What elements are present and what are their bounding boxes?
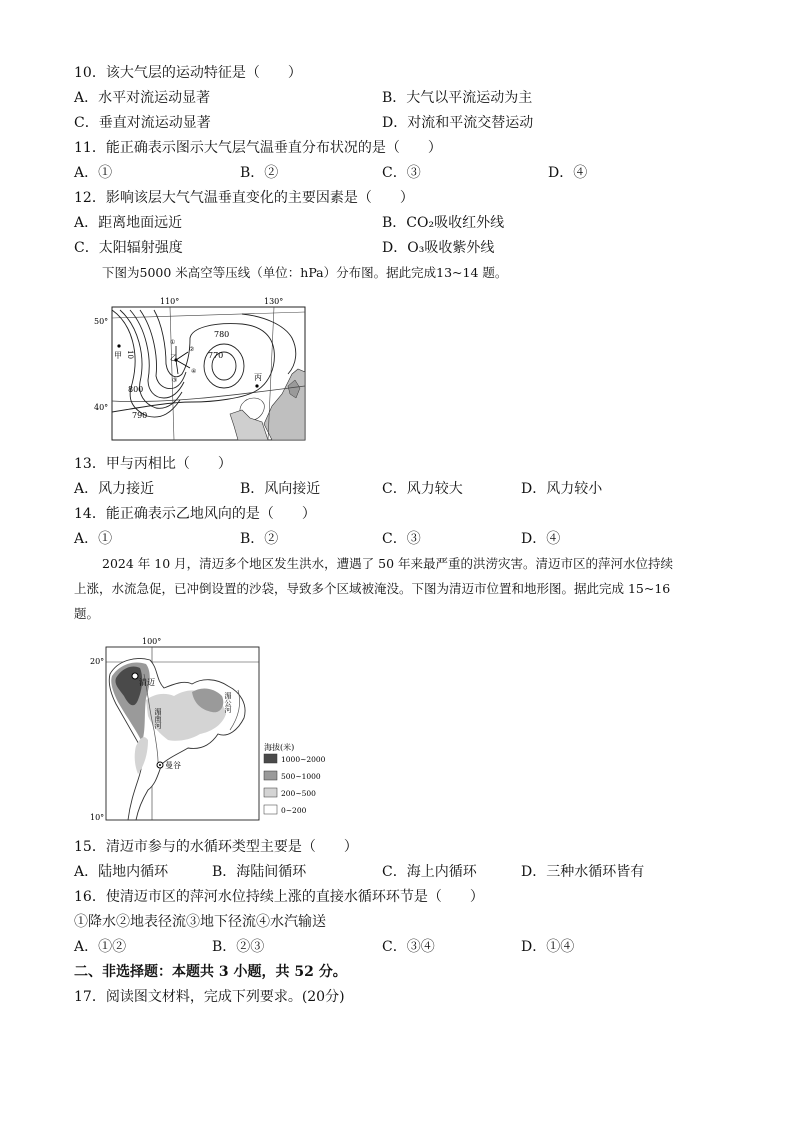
q12-option-b: B．CO₂吸收红外线 — [382, 215, 505, 231]
q15-option-c: C．海上内循环 — [382, 864, 477, 880]
q10-stem: 10．该大气层的运动特征是（ ） — [74, 65, 302, 81]
q13-stem: 13．甲与丙相比（ ） — [74, 456, 232, 472]
isobar-770: 770 — [208, 351, 224, 360]
q11-option-b: B．② — [240, 165, 279, 181]
q16-option-a: A．①② — [74, 939, 127, 955]
q12-option-a: A．距离地面远近 — [74, 215, 183, 231]
city-chiang-mai: 清迈 — [139, 678, 155, 687]
q11-option-c: C．③ — [382, 165, 421, 181]
q14-option-d: D．④ — [521, 531, 561, 547]
arrow-3: ③ — [172, 377, 178, 384]
intro-15-16-line1: 2024 年 10 月，清迈多个地区发生洪水，遭遇了 50 年来最严重的洪涝灾害。清迈市区的萍河水位持续 — [102, 556, 673, 571]
arrow-2: ② — [189, 346, 195, 353]
legend-label-4: 0~200 — [281, 806, 307, 815]
map1-lon-130: 130° — [264, 297, 284, 306]
q10-option-d: D．对流和平流交替运动 — [382, 115, 534, 131]
city-bangkok: 曼谷 — [165, 761, 181, 770]
river-chao-phraya: 湄南河 — [154, 708, 162, 729]
intro-15-16-line2: 上涨，水流急促，已冲倒设置的沙袋，导致多个区域被淹没。下图为清迈市位置和地形图。据此完成 15~16 — [74, 581, 671, 596]
q14-stem: 14．能正确表示乙地风向的是（ ） — [74, 506, 316, 522]
q12-option-c: C．太阳辐射强度 — [74, 240, 183, 256]
elevation-legend — [264, 742, 326, 815]
map2-lon-100: 100° — [142, 637, 162, 646]
place-jia: 甲 — [114, 351, 122, 360]
q11-option-d: D．④ — [548, 165, 588, 181]
map2-lat-10: 10° — [90, 813, 105, 822]
isobar-800: 800 — [128, 385, 144, 394]
intro-15-16-line3: 题。 — [74, 606, 100, 621]
river-mekong: 湄公河 — [224, 692, 232, 713]
legend-label-3: 200~500 — [281, 789, 316, 798]
map1-lon-110: 110° — [160, 297, 180, 306]
place-yi: 乙 — [170, 354, 177, 362]
map2-lat-20: 20° — [90, 657, 105, 666]
q10-option-c: C．垂直对流运动显著 — [74, 115, 211, 131]
q17-stem: 17．阅读图文材料，完成下列要求。(20分) — [74, 989, 345, 1005]
q16-items: ①降水②地表径流③地下径流④水汽输送 — [74, 914, 326, 930]
q15-option-a: A．陆地内循环 — [74, 864, 169, 880]
q14-option-a: A．① — [74, 531, 113, 547]
isobar-map — [92, 294, 312, 444]
arrow-4: ④ — [191, 368, 197, 375]
q16-option-d: D．①④ — [521, 939, 575, 955]
q14-option-b: B．② — [240, 531, 279, 547]
q16-option-b: B．②③ — [212, 939, 265, 955]
q10-option-a: A．水平对流运动显著 — [74, 90, 211, 106]
q16-stem: 16．使清迈市区的萍河水位持续上涨的直接水循环环节是（ ） — [74, 889, 484, 905]
q15-option-b: B．海陆间循环 — [212, 864, 307, 880]
map1-lat-50: 50° — [94, 317, 109, 326]
q15-stem: 15．清迈市参与的水循环类型主要是（ ） — [74, 839, 358, 855]
section-2-heading: 二、非选择题：本题共 3 小题，共 52 分。 — [74, 964, 347, 980]
map1-lat-40: 40° — [94, 403, 109, 412]
q11-option-a: A．① — [74, 165, 113, 181]
q15-option-d: D．三种水循环皆有 — [521, 864, 645, 880]
svg-text:10: 10 — [126, 350, 134, 359]
q13-option-b: B．风向接近 — [240, 481, 321, 497]
isobar-780: 780 — [214, 330, 230, 339]
intro-13-14: 下图为5000 米高空等压线（单位：hPa）分布图。据此完成13~14 题。 — [102, 265, 508, 280]
legend-label-1: 1000~2000 — [281, 755, 326, 764]
q12-option-d: D．O₃吸收紫外线 — [382, 240, 495, 256]
arrow-1: ① — [170, 339, 176, 346]
q13-option-a: A．风力接近 — [74, 481, 155, 497]
place-bing: 丙 — [254, 373, 262, 382]
legend-title: 海拔(米) — [264, 743, 295, 752]
q16-option-c: C．③④ — [382, 939, 435, 955]
q14-option-c: C．③ — [382, 531, 421, 547]
q11-stem: 11．能正确表示图示大气层气温垂直分布状况的是（ ） — [74, 140, 442, 156]
isobar-790: 790 — [132, 411, 148, 420]
legend-label-2: 500~1000 — [281, 772, 321, 781]
q13-option-c: C．风力较大 — [382, 481, 463, 497]
q13-option-d: D．风力较小 — [521, 481, 603, 497]
q10-option-b: B．大气以平流运动为主 — [382, 90, 533, 106]
terrain-map — [88, 634, 328, 824]
q12-stem: 12．影响该层大气气温垂直变化的主要因素是（ ） — [74, 190, 414, 206]
